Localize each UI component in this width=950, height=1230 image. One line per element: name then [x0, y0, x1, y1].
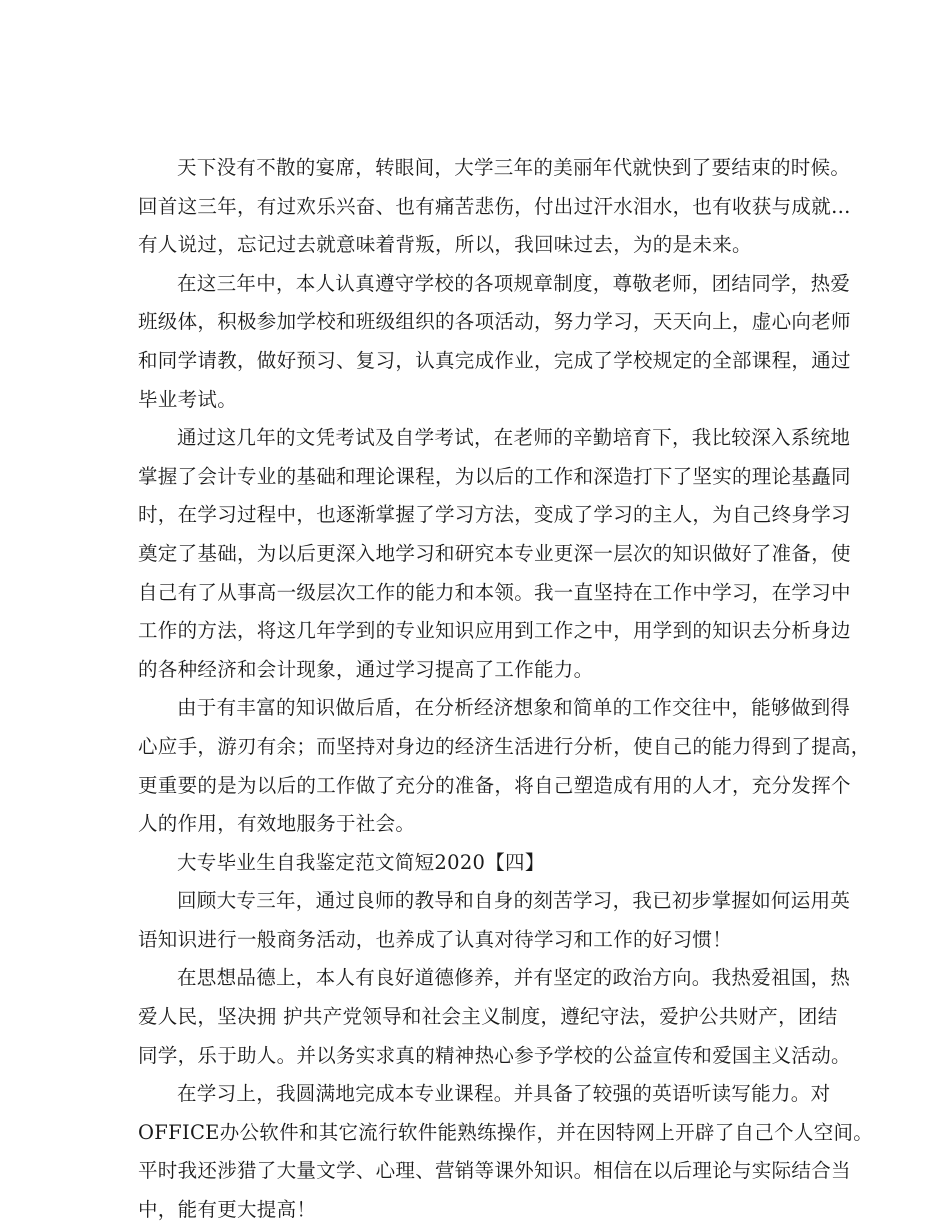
- text-line: 平时我还涉猎了大量文学、心理、营销等课外知识。相信在以后理论与实际结合当: [138, 1159, 851, 1183]
- text-line: 心应手，游刃有余；而坚持对身边的经济生活进行分析，使自己的能力得到了提高，: [138, 734, 871, 758]
- paragraph-first-line: 在学习上，我圆满地完成本专业课程。并具备了较强的英语听读写能力。对: [177, 1082, 831, 1106]
- text-line: 回首这三年，有过欢乐兴奋、也有痛苦悲伤，付出过汗水泪水，也有收获与成就…: [138, 194, 851, 218]
- text-line: 爱人民，坚决拥 护共产党领导和社会主义制度，遵纪守法，爱护公共财产，团结: [138, 1005, 838, 1029]
- text-line: 语知识进行一般商务活动，也养成了认真对待学习和工作的好习惯！: [138, 927, 733, 951]
- text-line: 时，在学习过程中，也逐渐掌握了学习方法，变成了学习的主人，为自己终身学习: [138, 503, 851, 527]
- text-line: 毕业考试。: [138, 387, 238, 411]
- text-line: 班级体，积极参加学校和班级组织的各项活动，努力学习，天天向上，虚心向老师: [138, 310, 851, 334]
- text-line: 自己有了从事高一级层次工作的能力和本领。我一直坚持在工作中学习，在学习中: [138, 580, 851, 604]
- text-line: 更重要的是为以后的工作做了充分的准备，将自己塑造成有用的人才，充分发挥个: [138, 773, 851, 797]
- paragraph-first-line: 大专毕业生自我鉴定范文简短2020【四】: [177, 850, 545, 874]
- text-line: 奠定了基础，为以后更深入地学习和研究本专业更深一层次的知识做好了准备，使: [138, 541, 851, 565]
- text-line: 同学，乐于助人。并以务实求真的精神热心参予学校的公益宣传和爱国主义活动。: [138, 1043, 851, 1067]
- text-line: 人的作用，有效地服务于社会。: [138, 812, 416, 836]
- text-line: 的各种经济和会计现象，通过学习提高了工作能力。: [138, 657, 594, 681]
- paragraph-first-line: 在这三年中，本人认真遵守学校的各项规章制度，尊敬老师，团结同学，热爱: [177, 271, 851, 295]
- text-line: 工作的方法，将这几年学到的专业知识应用到工作之中，用学到的知识去分析身边: [138, 619, 851, 643]
- paragraph-first-line: 回顾大专三年，通过良师的教导和自身的刻苦学习，我已初步掌握如何运用英: [177, 889, 851, 913]
- paragraph-first-line: 在思想品德上，本人有良好道德修养，并有坚定的政治方向。我热爱祖国，热: [177, 966, 851, 990]
- text-line: 和同学请教，做好预习、复习，认真完成作业，完成了学校规定的全部课程，通过: [138, 348, 851, 372]
- paragraph-first-line: 由于有丰富的知识做后盾，在分析经济想象和简单的工作交往中，能够做到得: [177, 696, 851, 720]
- paragraph-first-line: 通过这几年的文凭考试及自学考试，在老师的辛勤培育下，我比较深入系统地: [177, 426, 851, 450]
- document-body: [138, 149, 874, 1230]
- text-line: OFFICE办公软件和其它流行软件能熟练操作，并在因特网上开辟了自己个人空间。: [138, 1120, 874, 1144]
- paragraph-first-line: 天下没有不散的宴席，转眼间，大学三年的美丽年代就快到了要结束的时候。: [177, 156, 851, 179]
- text-line: 有人说过，忘记过去就意味着背叛，所以，我回味过去，为的是未来。: [138, 233, 752, 257]
- text-line: 掌握了会计专业的基础和理论课程，为以后的工作和深造打下了坚实的理论基矗同: [138, 464, 851, 488]
- text-line: 中，能有更大提高！: [138, 1198, 317, 1222]
